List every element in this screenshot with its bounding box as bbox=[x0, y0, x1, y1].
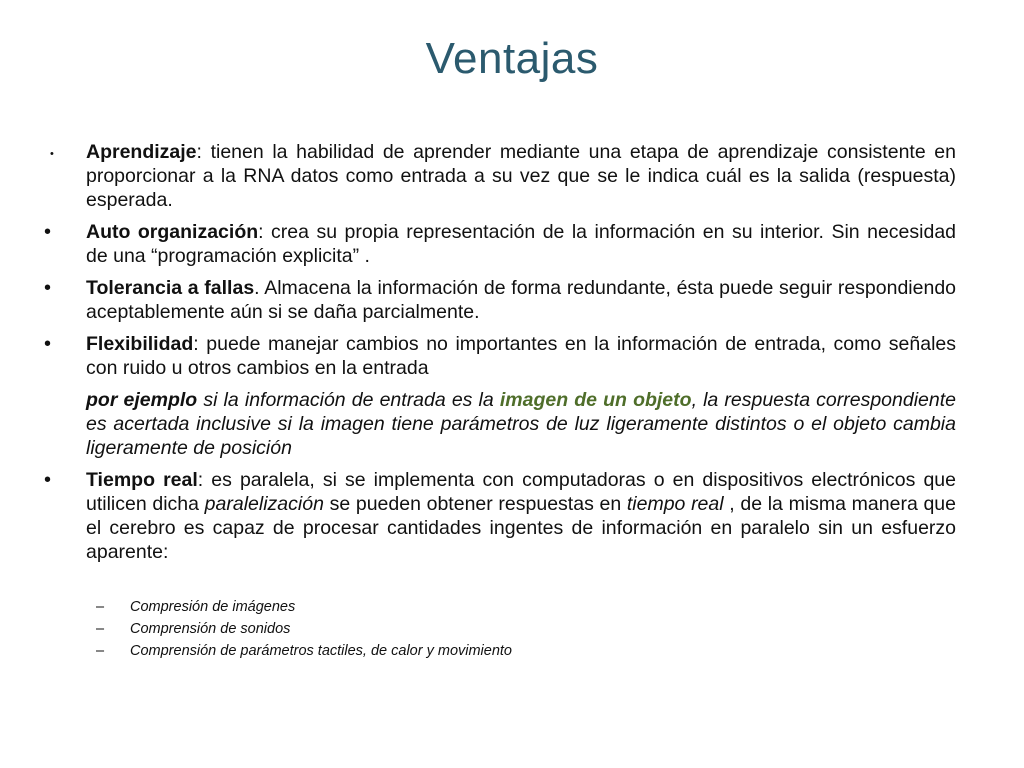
text-tiempo-real-italic2: tiempo real bbox=[626, 493, 724, 515]
dash-marker: – bbox=[96, 621, 105, 637]
text-tiempo-real-3: , de la misma manera que el cerebro es capaz de procesar cantidades ingentes de información en paralelo sin un esfuerzo aparente: bbox=[86, 493, 957, 563]
bullet-flexibilidad bbox=[44, 332, 956, 380]
text-tolerancia: . Almacena la información de forma redundante, ésta puede seguir respondiendo aceptablemente aún si se daña parcialmente. bbox=[86, 277, 957, 323]
bullet-tiempo-real bbox=[44, 468, 956, 564]
bullet-tolerancia bbox=[44, 276, 956, 324]
sub-item bbox=[44, 618, 956, 640]
slide-title: Ventajas bbox=[425, 34, 599, 83]
bullet-dot: • bbox=[44, 469, 52, 491]
slide-content bbox=[44, 140, 956, 662]
sub-item-label: Comprensión de sonidos bbox=[130, 621, 291, 637]
sub-item bbox=[44, 640, 956, 662]
bullet-dot: • bbox=[44, 221, 52, 243]
example-highlight: imagen de un objeto bbox=[499, 389, 692, 411]
term-flexibilidad: Flexibilidad bbox=[86, 333, 194, 355]
bullet-dot: • bbox=[44, 333, 52, 355]
bullet-auto-organizacion bbox=[44, 220, 956, 268]
bullet-dot: • bbox=[50, 148, 54, 160]
sub-item-label: Compresión de imágenes bbox=[130, 599, 296, 615]
text-tiempo-real-italic1: paralelización bbox=[204, 493, 324, 515]
bullet-dot: • bbox=[44, 277, 52, 299]
text-auto-organizacion: : crea su propia representación de la información en su interior. Sin necesidad de una “programación explicita” . bbox=[86, 221, 957, 267]
example-paragraph bbox=[44, 388, 956, 460]
sub-list bbox=[44, 596, 956, 662]
bullet-aprendizaje bbox=[44, 140, 956, 212]
text-tiempo-real-1: : es paralela, si se implementa con computadoras o en dispositivos electrónicos que utilicen dicha bbox=[86, 469, 956, 515]
dash-marker: – bbox=[96, 643, 105, 659]
term-tiempo-real: Tiempo real bbox=[86, 469, 198, 491]
dash-marker: – bbox=[96, 599, 105, 615]
sub-item-label: Comprensión de parámetros tactiles, de calor y movimiento bbox=[130, 643, 512, 659]
term-tolerancia: Tolerancia a fallas bbox=[86, 277, 255, 299]
text-aprendizaje: : tienen la habilidad de aprender mediante una etapa de aprendizaje consistente en proporcionar a la RNA datos como entrada a su vez que se le indica cuál es la salida (respuesta) esperada. bbox=[86, 141, 956, 211]
example-part1: si la información de entrada es la bbox=[197, 389, 500, 411]
sub-item bbox=[44, 596, 956, 618]
term-aprendizaje: Aprendizaje bbox=[86, 141, 197, 163]
text-tiempo-real-2: se pueden obtener respuestas en bbox=[323, 493, 627, 515]
example-lead: por ejemplo bbox=[86, 389, 198, 411]
example-part2: , la respuesta correspondiente es acertada inclusive si la imagen tiene parámetros de luz ligeramente distintos o el objeto cambia ligeramente de posición bbox=[86, 389, 956, 459]
text-flexibilidad: : puede manejar cambios no importantes en la información de entrada, como señales con ruido u otros cambios en la entrada bbox=[86, 333, 956, 379]
term-auto-organizacion: Auto organización bbox=[86, 221, 259, 243]
